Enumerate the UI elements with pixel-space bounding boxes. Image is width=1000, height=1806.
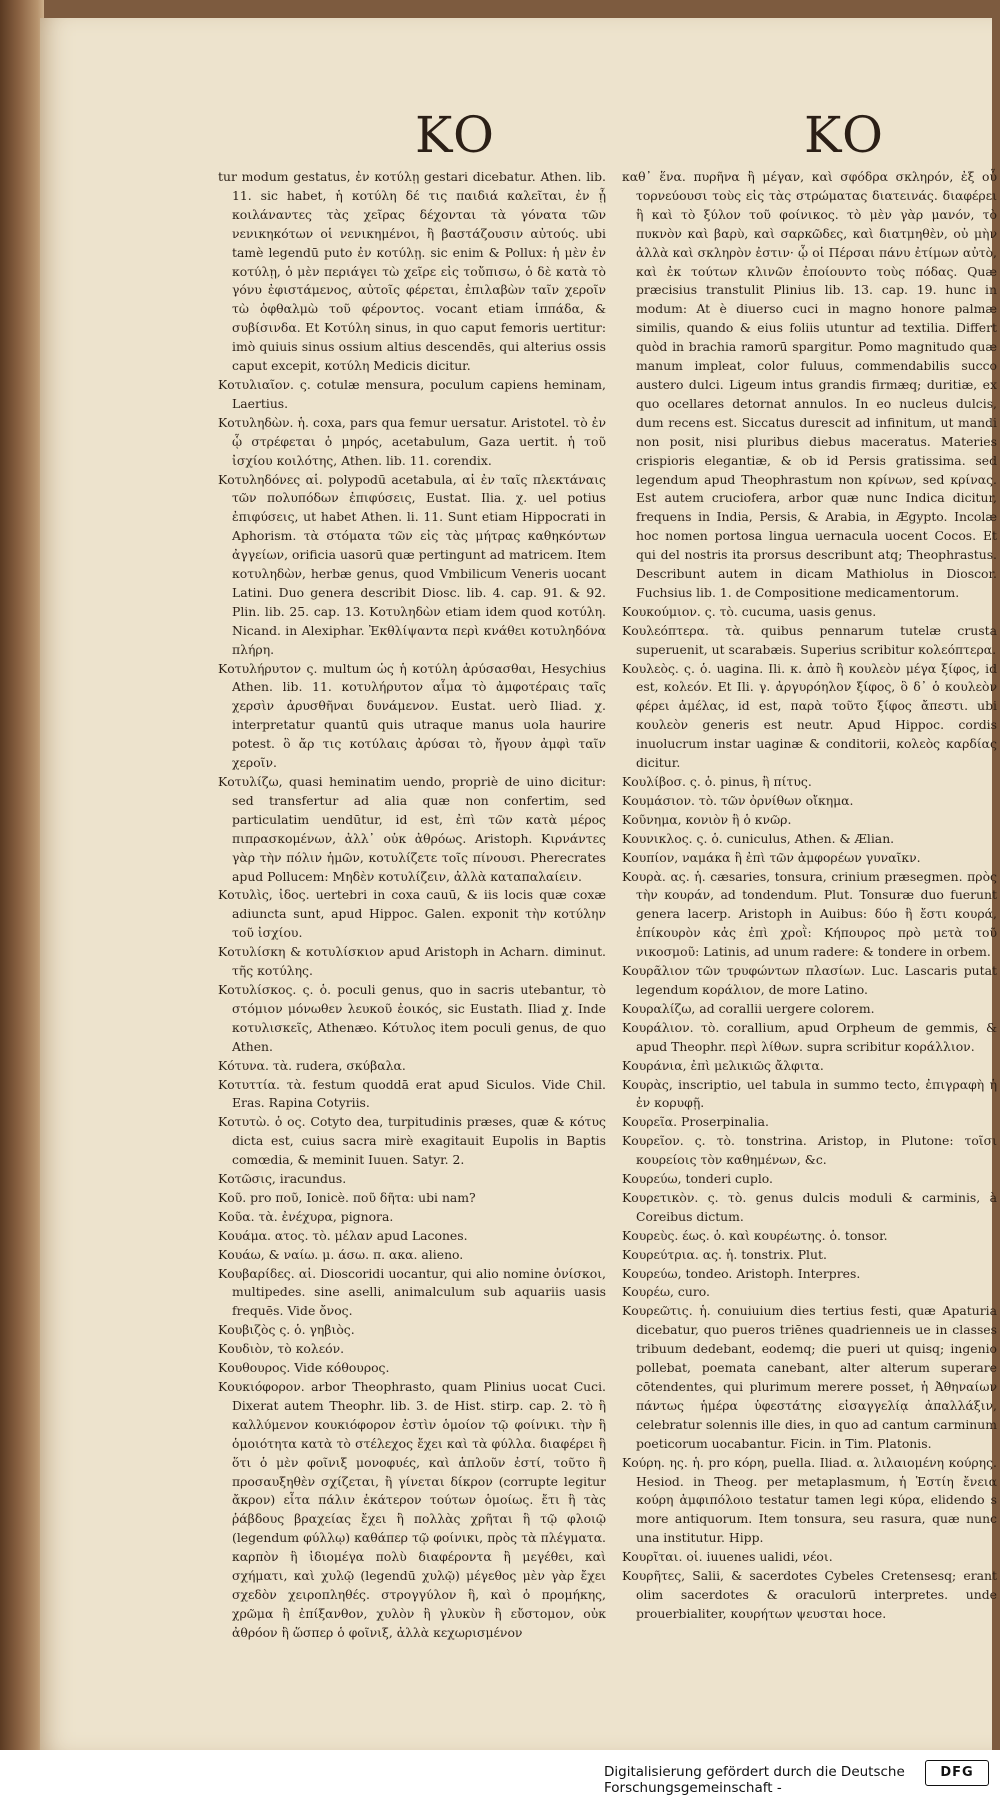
dictionary-entry: Κουρετικὸν. ς. τὸ. genus dulcis moduli & carminis, à Coreibus dictum. — [622, 1189, 997, 1224]
dictionary-entry: Κουκούμιον. ς. τὸ. cucuma, uasis genus. — [622, 603, 877, 619]
dictionary-entry: tur modum gestatus, ἐν κοτύλῃ gestari dicebatur. Athen. lib. 11. sic habet, ἡ κοτύλη δέ τις παιδιά καλεῖται, ἐν ᾗ κοιλάναντες τὰς χεῖρας δέχονται τὰ γόνατα τῶν νενικηκότων οἱ νενικημένοι, ἢ βαστάζουσιν αὐτούς. ubi tamè legendū puto ἐν κοτύλῃ. sic enim & Pollux: ἡ μὲν ἐν κοτύλῃ, ὁ μὲν περιάγει τὼ χεῖρε εἰς τοὔπισω, ὁ δὲ κατὰ τὸ γόνυ ἐφιστάμενος, αὐτοῖς φέρεται, ἐπιλαβὼν ταῖν χεροῖν τὼ ὀφθαλμὼ τοῦ φέροντος. vocant etiam ἱππάδα, & συβίσινδα. Et Κοτύλη sinus, in quo caput femoris uertitur: imò quiuis sinus ossium altius descendēs, qui alterius ossis caput excepit, κοτύλη Medicis dicitur. — [218, 169, 606, 374]
dictionary-entry: Κοτυτὼ. ὁ ος. Cotyto dea, turpitudinis præses, quæ & κότυς dicta est, cuius sacra mirè exagitauit Eupolis in Baptis comœdia, & meminit Iuuen. Satyr. 2. — [218, 1114, 606, 1168]
dictionary-entry: Κουκιόφορον. arbor Theophrasto, quam Plinius uocat Cuci. Dixerat autem Theophr. lib. 3. de Hist. stirp. cap. 2. τὸ ἣ καλλύμενον κουκιόφορον ἐστὶν ὁμοίον τῷ φοίνικι. τὴν ἣ ὁμοιότητα κατὰ τὸ στέλεχος ἔχει καὶ τὰ φύλλα. διαφέρει ἣ ὅτι ὁ μὲν φοῖνιξ μονοφυές, καὶ ἁπλοῦν ἐστί, τοῦτο ἣ προσαυξηθὲν σχίζεται, ἢ γίνεται δίκρον (corrupte legitur ἄκρον) εἶτα πάλιν ἑκάτερον τούτων ὁμοίως. ἔτι ἣ τὰς ῥάβδους βραχείας ἔχει ἣ πολλὰς χρῆται ἣ τῷ φλοιῷ (legendum φύλλῳ) καθάπερ τῷ φοίνικι, πρὸς τὰ πλέγματα. καρπὸν ἣ ἰδιομέγα πολὺ διαφέροντα ἢ μεγέθει, καὶ σχήματι, καὶ χυλῷ (legendū χυλῷ) μέγεθος μὲν γὰρ ἔχει σχεδὸν χειροπληθές. στρογγύλον ἣ, καὶ ὁ προμήκης, χρῶμα ἣ ἐπίξανθον, χυλὸν ἣ γλυκὺν ἢ εὔστομον, οὐκ ἀθρόον ἣ ὥσπερ ὁ φοῖνιξ, ἀλλὰ κεχωρισμένον — [218, 1379, 606, 1640]
dictionary-entry: Κουάμα. ατος. τὸ. μέλαν apud Lacones. — [218, 1227, 468, 1243]
dictionary-entry: Κουνικλος. ς. ὁ. cuniculus, Athen. & Ælian. — [622, 830, 895, 846]
dictionary-entry: Κουρῖται. οἱ. iuuenes ualidi, νέοι. — [622, 1549, 833, 1565]
book-page — [40, 18, 997, 1750]
dictionary-entry: Κουρεύτρια. ας. ἡ. tonstrix. Plut. — [622, 1246, 827, 1262]
dictionary-entry: Κοτῶσις, iracundus. — [218, 1171, 347, 1187]
dictionary-entry: Κουρεύω, tonderi cuplo. — [622, 1171, 773, 1187]
dictionary-entry: Κουρεὺς. έως. ὁ. καὶ κουρέωτης. ὁ. tonsor. — [622, 1227, 888, 1243]
dictionary-entry: Κουλεὸς. ς. ὁ. uagina. Ili. κ. ἀπὸ ἣ κουλεὸν μέγα ξίφος, id est, κολεόν. Et Ili. γ. ἀργυρόηλον ξίφος, ὃ δ᾽ ὁ κουλεὸν φέρει ἀμέλας, id est, παρὰ τοῦτο ξίφος ἄπεστι. ubi κουλεὸν generis est neutr. Apud Hippoc. cordis inuolucrum instar uaginæ & conditorii, κολεὸς καρδίας dicitur. — [622, 660, 997, 771]
dfg-logo: DFG — [925, 1760, 989, 1786]
dictionary-entry: Κοτυλίζω, quasi heminatim uendo, propriè de uino dicitur: sed transfertur ad alia quæ non confertim, sed particulatim uendūtur, id est, ἐπὶ τῶν κατὰ μέρος πιπρασκομένων, ἀλλ᾽ οὐκ ἀθρόως. Aristoph. Κιρνάντες γὰρ τὴν πόλιν ἡμῶν, κοτυλίζετε τοῖς πίνουσι. Pherecrates apud Pollucem: Μηδὲν κοτυλίζειν, ἀλλὰ καταπαλαίειν. — [218, 774, 606, 884]
dictionary-entry: Κουρεύω, tondeo. Aristoph. Interpres. — [622, 1265, 861, 1281]
dictionary-entry: Κούρη. ης. ἡ. pro κόρη, puella. Iliad. α. λιλαιομένη κούρης. Hesiod. in Theog. per metaplasmum, ἡ Ἑστίη ἔνεια κούρη ἀμφιπόλοιο testatur tamen legi κύρα, elidendo s more antiquorum. Item tonsura, seu rasura, quæ nunc una institutur. Hipp. — [622, 1454, 997, 1546]
dictionary-entry: Κουράλιον. τὸ. corallium, apud Orpheum de gemmis, & apud Theophr. περὶ λίθων. supra scribitur κοράλλιον. — [622, 1019, 997, 1054]
dictionary-entry: Κοτυλιαῖον. ς. cotulæ mensura, poculum capiens heminam, Laertius. — [218, 376, 606, 411]
dictionary-entry: Κοτυληδὼν. ἡ. coxa, pars qua femur uersatur. Aristotel. τὸ ἐν ᾧ στρέφεται ὁ μηρός, acetabulum, Gaza uertit. ἡ τοῦ ἰσχίου κοιλότης, Athen. lib. 11. corendix. — [218, 414, 606, 468]
dictionary-entry: Κουπίον, ναμάκα ἣ ἐπὶ τῶν ἀμφορέων γυναῖκν. — [622, 849, 921, 865]
dictionary-entry: Κοῦα. τὰ. ἐνέχυρα, pignora. — [218, 1208, 394, 1224]
dictionary-entry: Κοῦ. pro ποῦ, Ionicè. ποῦ δῆτα: ubi nam? — [218, 1189, 476, 1205]
book-edge — [0, 0, 44, 1806]
dictionary-entry: καθ᾽ ἕνα. πυρῆνα ἣ μέγαν, καὶ σφόδρα σκληρόν, ἐξ οὗ τορνεύουσι τοὺς εἰς τὰς στρώματας διατεινάς. διαφέρει ἣ καὶ τὸ ξύλον τοῦ φοίνικος. τὸ μὲν γὰρ μανόν, τὸ πυκνὸν καὶ βαρὺ, καὶ σαρκῶδες, καὶ διατμηθὲν, οὐ μὴν ἀλλὰ καὶ σκληρὸν ἐστιν· ᾧ οἱ Πέρσαι πάνυ ἐτίμων αὐτὸ, καὶ ἐκ τούτων κλινῶν ἐποίουντο τοὺς πόδας. Quæ præcisius transtulit Plinius lib. 13. cap. 19. hunc in modum: At è diuerso cuci in magno honore palmæ similis, quando & eius foliis utuntur ad textilia. Differt quòd in brachia ramorū spargitur. Pomo magnitudo quæ manum impleat, color fuluus, commendabilis succo austero dulci. Ligeum intus grandis firmæq; duritiæ, ex quo ocellares detornat annulos. In eo nucleus dulcis, dum recens est. Siccatus durescit ad infinitum, ut mandi non posit, nisi pluribus diebus maceratus. Materies crispioris elegantiæ, & ob id Persis gratissima. sed legendum apud Theophrastum non κρίνων, sed κρίνας. Est autem cruciofera, arbor quæ nunc Indica dicitur, frequens in India, Persis, & Arabia, in Ægypto. Incolæ hoc nomen portosa lingua uernacula uocent Cocos. Et qui del nostris ita prorsus describunt atq; Theophrastus. Describunt autem in dicam Mathiolus in Dioscor. Fuchsius lib. 1. de Compositione medicamentorum. — [622, 169, 997, 600]
dictionary-entry: Κουρεῖον. ς. τὸ. tonstrina. Aristop, in Plutone: τοῖσι κουρείοις τὸν καθημένων, &c. — [622, 1133, 997, 1168]
dictionary-entry: Κοτυλίσκη & κοτυλίσκιον apud Aristoph in Acharn. diminut. τῆς κοτύλης. — [218, 944, 606, 979]
funding-credit: Digitalisierung gefördert durch die Deutsche Forschungsgemeinschaft - — [604, 1764, 905, 1796]
dictionary-entry: Κουρᾶλιον τῶν τρυφώντων πλασίων. Luc. Lascaris putat legendum κοράλιον, de more Latino. — [622, 963, 997, 997]
dictionary-entry: Κουρεῶτις. ἡ. conuiuium dies tertius festi, quæ Apaturia dicebatur, quo pueros triēnes quadrienneis ue in classes tribuum dedebant, eodemq; die pueri ut quisq; ingenio pollebat, poemata canebant, alter alterum superare cōtendentes, qui plurimum merere posset, ἡ Ἀθηναίων πάντως ἡμέρα ὑφεστάτης εἰσαγγελίᾳ ἀπαλλάξιν, celebratur solennis ille dies, in quo ad cantum carminum poeticorum uocabantur. Ficin. in Tim. Platonis. — [622, 1303, 997, 1451]
dictionary-entry: Κοτυλίσκος. ς. ὁ. poculi genus, quo in sacris utebantur, τὸ στόμιον μόνωθεν λευκοῦ ἐοικός, sic Eustath. Iliad χ. Inde κοτυλισκεῖς, Athenæo. Κότυλος item poculi genus, de quo Athen. — [218, 981, 606, 1054]
dictionary-entry: Κουθουρος. Vide κόθουρος. — [218, 1360, 390, 1376]
dictionary-entry: Κουάω, & ναίω. μ. άσω. π. ακα. alieno. — [218, 1246, 464, 1262]
dictionary-entry: Κουρὰ. ας. ἡ. cæsaries, tonsura, crinium præsegmen. πρὸς τὴν κουράν, ad tondendum. Plut. Tonsuræ duo fuerunt genera lacerp. Aristoph in Auibus: δύο ἣ ἔστι κουρά, ἐπίκουρὸν κἀς ἐπὶ χροῒ: Κήπουρος πρὸ μετὰ τοῦ νικοσμοῦ: Latinis, ad unum radere: & tondere in orbem. — [622, 868, 997, 960]
dictionary-entry: Κουμάσιον. τὸ. τῶν ὀρνίθων οἴκημα. — [622, 792, 854, 808]
dictionary-entry: Κουλεόπτερα. τὰ. quibus pennarum tutelæ crusta superuenit, ut scarabæis. Superius scribitur κολεόπτερα. — [622, 622, 997, 657]
dictionary-entry: Κουρὰς, inscriptio, uel tabula in summo tecto, ἐπιγραφὴ ἡ ἐν κορυφῇ. — [622, 1076, 997, 1111]
running-head-left: KO — [415, 106, 497, 164]
dictionary-entry: Κουρέω, curo. — [622, 1284, 710, 1300]
dictionary-entry: Κοτυττία. τὰ. festum quoddā erat apud Siculos. Vide Chil. Eras. Rapina Cotyriis. — [218, 1076, 606, 1111]
right-column — [622, 168, 997, 1738]
dictionary-entry: Κουραλίζω, ad corallii uergere colorem. — [622, 1000, 875, 1016]
dictionary-entry: Κοτυληδόνες αἱ. polypodū acetabula, αἱ ἐν ταῖς πλεκτάναις τῶν πολυπόδων ἐπιφύσεις, Eustat. Ilia. χ. uel potius ἐπιφύσεις, ut habet Athen. li. 11. Sunt etiam Hippocrati in Aphorism. τὰ στόματα τῶν εἰς τὰς μήτρας καθηκόντων ἀγγείων, orificia uasorū quæ pertingunt ad matricem. Item κοτυληδὼν, herbæ genus, quod Vmbilicum Veneris uocant Latini. Duo genera describit Diosc. lib. 4. cap. 91. & 92. Plin. lib. 25. cap. 13. Κοτυληδὼν etiam idem quod κοτύλη. Nicand. in Alexiphar. Ἐκθλίψαντα περὶ κνάθει κοτυληδόνα πλήρη. — [218, 471, 606, 657]
dictionary-entry: Κουβαρίδες. αἱ. Dioscoridi uocantur, qui alio nomine ὀνίσκοι, multipedes. sine aselli, animalculum sub aquariis uasis frequēs. Vide ὄνος. — [218, 1265, 606, 1319]
dictionary-entry: Κουράνια, ἐπὶ μελικιῶς ἄλφιτα. — [622, 1057, 824, 1073]
left-column — [218, 168, 606, 1738]
dictionary-entry: Κοτυλήρυτον ς. multum ὡς ἡ κοτύλη ἀρύσασθαι, Hesychius Athen. lib. 11. κοτυλήρυτον αἷμα τὸ ἀμφοτέραις ταῖς χερσὶν ἀρυσθῆναι δυνάμενον. Eustat. uerò Iliad. χ. interpretatur quantū quis utraque manus uola haurire potest. ὃ ἄρ τις κοτύλαις ἀρύσαι τὸ, ἤγουν ἀμφὶ ταῖν χεροῖν. — [218, 660, 606, 771]
dictionary-entry: Κουρῆτες, Salii, & sacerdotes Cybeles Cretensesq; erant olim sacerdotes & oraculorū interpretes. unde prouerbialiter, κουρήτων ψευσται hoce. — [622, 1568, 997, 1621]
dictionary-entry: Κουδιὸν, τὸ κολεόν. — [218, 1341, 345, 1357]
dictionary-entry: Κουβιζὸς ς. ὁ. γηβιὸς. — [218, 1322, 355, 1338]
dictionary-entry: Κοῦνημα, κονιὸν ἣ ὁ κνῶρ. — [622, 811, 792, 827]
digitization-footer — [0, 1750, 1000, 1806]
running-head-right: KO — [804, 106, 886, 164]
dictionary-entry: Κότυνα. τὰ. rudera, σκύβαλα. — [218, 1057, 406, 1073]
dictionary-entry: Κουλίβοσ. ς. ὁ. pinus, ἢ πίτυς. — [622, 774, 812, 789]
dictionary-entry: Κοτυλὶς, ἰδος. uertebri in coxa cauū, & iis locis quæ coxæ adiuncta sunt, apud Hippoc. Galen. exponit τὴν κοτύλην τοῦ ἰσχίου. — [218, 887, 606, 941]
dictionary-entry: Κουρεῖα. Proserpinalia. — [622, 1114, 769, 1130]
